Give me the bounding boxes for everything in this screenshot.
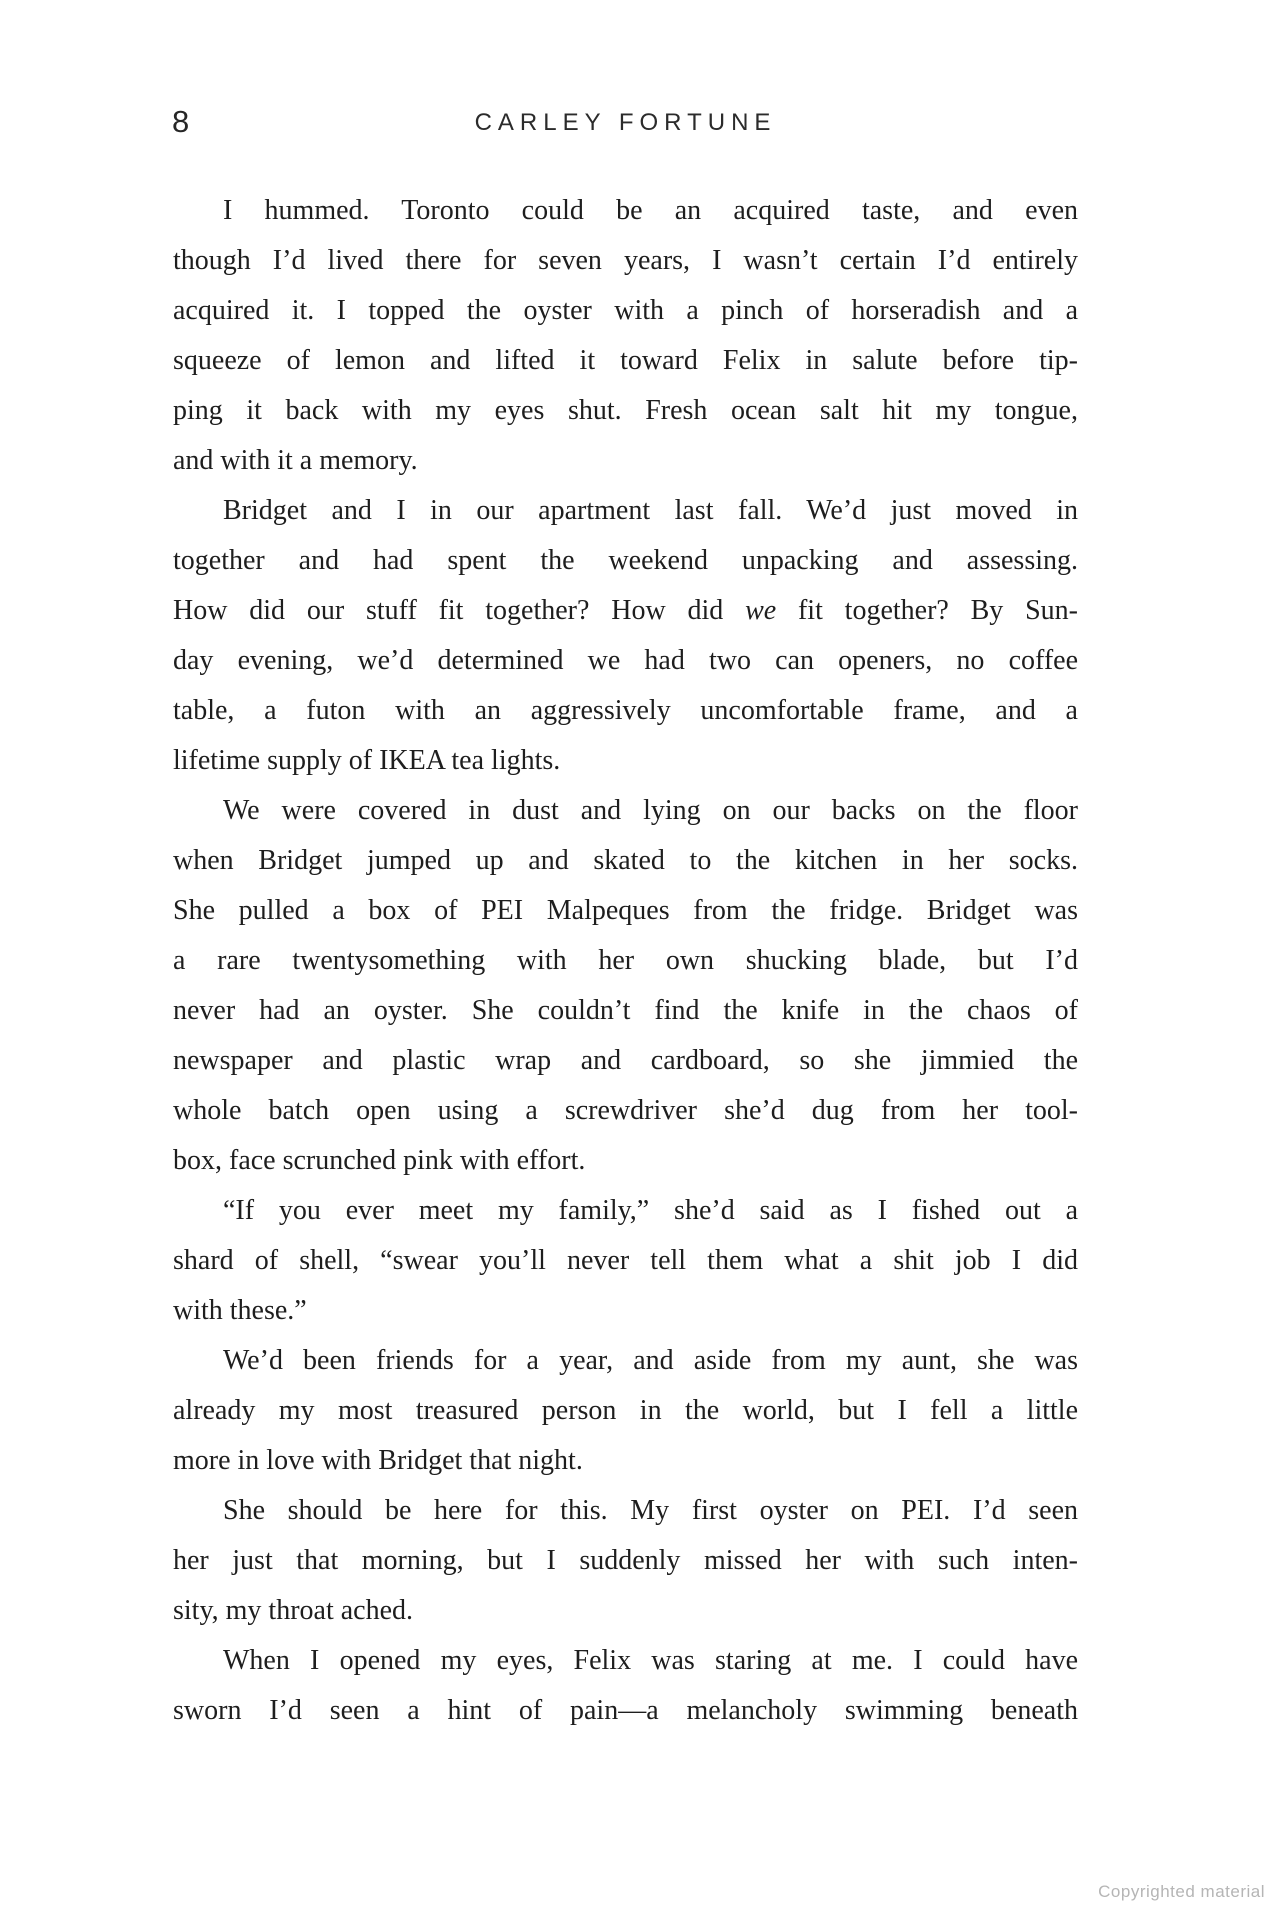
text-line: “If you ever meet my family,” she’d said as I fished out a <box>223 1195 1078 1226</box>
text-line: I hummed. Toronto could be an acquired taste, and even <box>223 195 1078 226</box>
text-line: with these.” <box>173 1295 307 1326</box>
text-line: a rare twentysomething with her own shucking blade, but I’d <box>173 945 1078 976</box>
text-line: acquired it. I topped the oyster with a pinch of horseradish and a <box>173 295 1078 326</box>
text-line: She pulled a box of PEI Malpeques from the fridge. Bridget was <box>173 895 1078 926</box>
running-header: CARLEY FORTUNE <box>474 109 777 136</box>
text-line: ping it back with my eyes shut. Fresh ocean salt hit my tongue, <box>173 395 1078 426</box>
text-line: When I opened my eyes, Felix was staring at me. I could have <box>223 1645 1078 1676</box>
text-line: more in love with Bridget that night. <box>173 1445 583 1476</box>
text-line: How did our stuff fit together? How did we fit together? By Sun- <box>173 595 1079 626</box>
text-line: though I’d lived there for seven years, I wasn’t certain I’d entirely <box>173 245 1078 276</box>
page-number: 8 <box>172 104 191 139</box>
text-line: and with it a memory. <box>173 445 418 476</box>
text-line: squeeze of lemon and lifted it toward Felix in salute before tip- <box>173 345 1078 376</box>
text-line: shard of shell, “swear you’ll never tell them what a shit job I did <box>173 1245 1078 1276</box>
text-line: when Bridget jumped up and skated to the kitchen in her socks. <box>173 845 1078 876</box>
text-line: together and had spent the weekend unpacking and assessing. <box>173 545 1078 576</box>
text-line: We’d been friends for a year, and aside from my aunt, she was <box>223 1345 1078 1376</box>
text-line: whole batch open using a screwdriver she’d dug from her tool- <box>173 1095 1078 1126</box>
text-line: box, face scrunched pink with effort. <box>173 1145 586 1176</box>
page-body <box>173 186 1078 1736</box>
text-line: We were covered in dust and lying on our backs on the floor <box>223 795 1078 826</box>
text-line: sity, my throat ached. <box>173 1595 414 1626</box>
text-line: newspaper and plastic wrap and cardboard, so she jimmied the <box>173 1045 1078 1076</box>
text-line: table, a futon with an aggressively uncomfortable frame, and a <box>173 695 1078 726</box>
text-line: day evening, we’d determined we had two can openers, no coffee <box>173 645 1078 676</box>
text-line: lifetime supply of IKEA tea lights. <box>173 745 561 776</box>
text-line: her just that morning, but I suddenly missed her with such inten- <box>173 1545 1078 1576</box>
copyright-note: Copyrighted material <box>1098 1882 1265 1901</box>
text-line: sworn I’d seen a hint of pain—a melancholy swimming beneath <box>173 1695 1078 1726</box>
text-line: She should be here for this. My first oyster on PEI. I’d seen <box>223 1495 1078 1526</box>
text-line: Bridget and I in our apartment last fall. We’d just moved in <box>223 495 1078 526</box>
text-line: never had an oyster. She couldn’t find the knife in the chaos of <box>173 995 1078 1026</box>
text-line: already my most treasured person in the world, but I fell a little <box>173 1395 1078 1426</box>
